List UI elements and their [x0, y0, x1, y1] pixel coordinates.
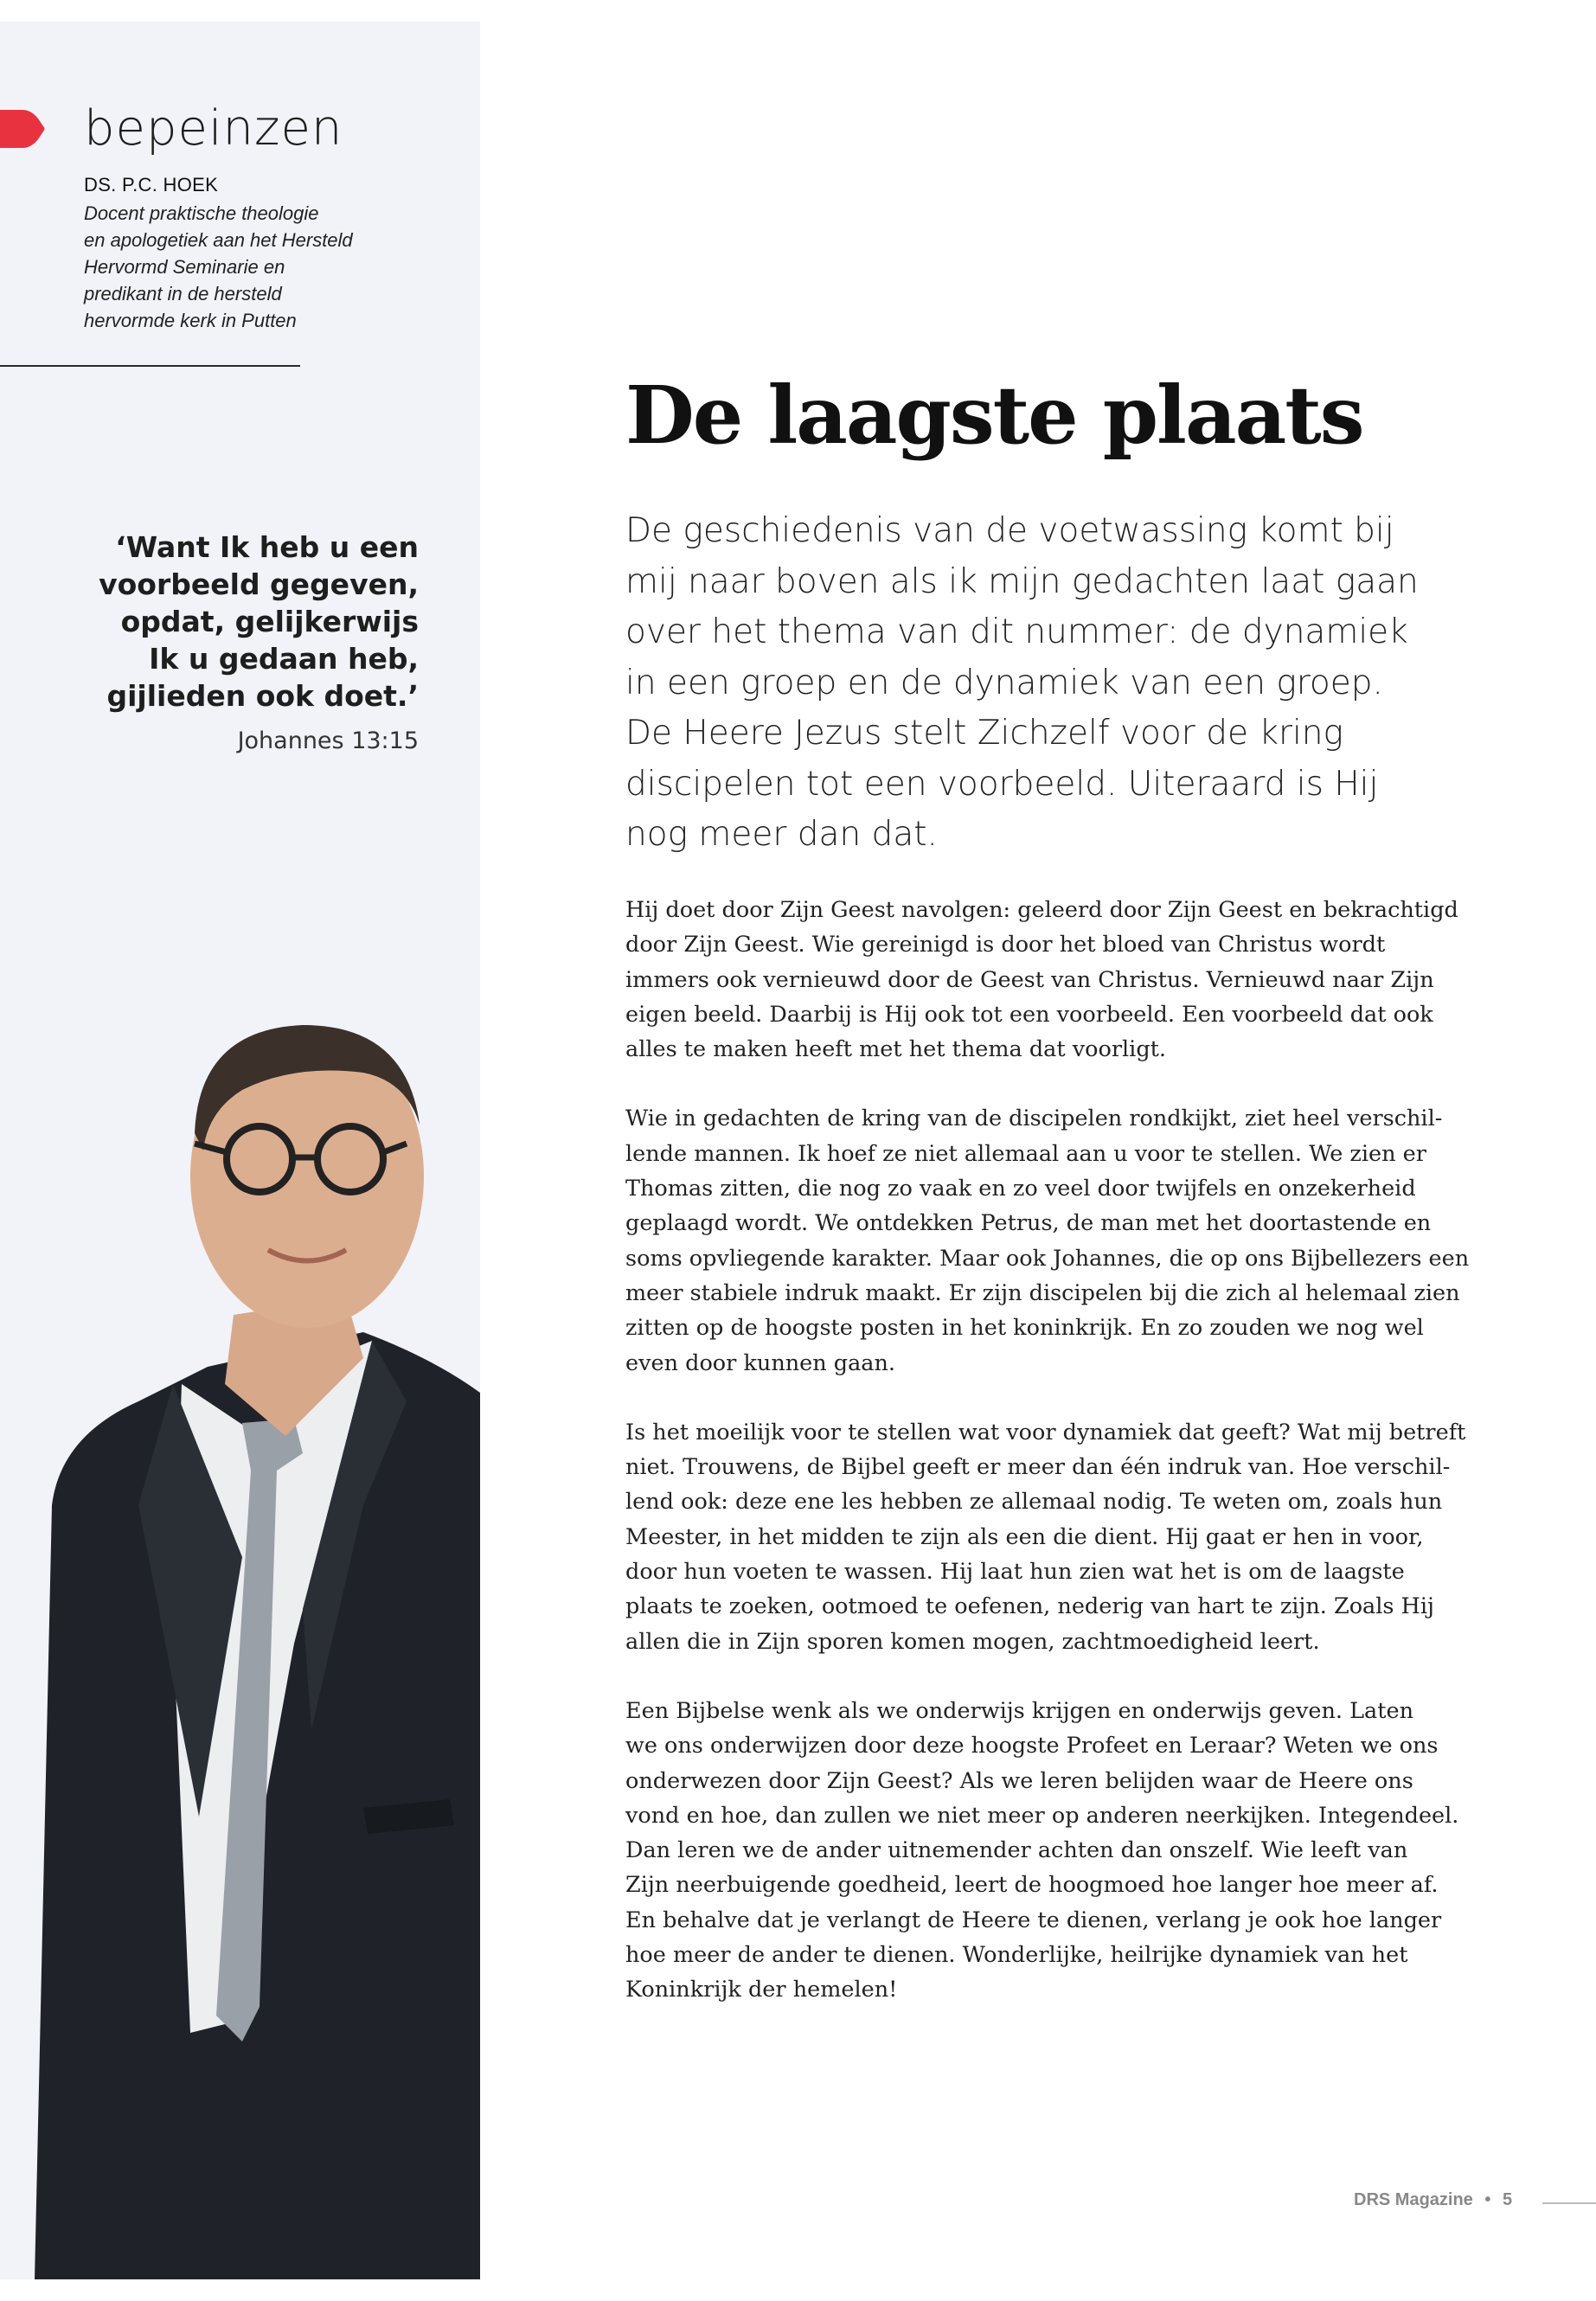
article-body	[625, 893, 1470, 2042]
body-line: meer stabiele indruk maakt. Er zijn discipelen bij die zich al helemaal zien	[625, 1279, 1460, 1306]
body-paragraph	[625, 1694, 1459, 2008]
author-bio-line: hervormde kerk in Putten	[84, 310, 297, 331]
body-line: Koninkrijk der hemelen!	[625, 1977, 898, 2003]
body-line: Thomas zitten, die nog zo vaak en zo veel door twijfels en onzekerheid	[625, 1176, 1416, 1202]
pull-quote-line: ‘Want Ik heb u een	[115, 530, 419, 564]
body-line: even door kunnen gaan.	[625, 1349, 896, 1376]
body-line: plaats te zoeken, ootmoed te oefenen, nederig van hart te zijn. Zoals Hij	[625, 1593, 1434, 1620]
body-line: eigen beeld. Daarbij is Hij ook tot een voorbeeld. Een voorbeeld dat ook	[625, 1001, 1433, 1028]
section-marker-icon	[0, 105, 45, 153]
body-line: hoe meer de ander te dienen. Wonderlijke, heilrijke dynamiek van het	[625, 1942, 1408, 1969]
body-line: Hij doet door Zijn Geest navolgen: geleerd door Zijn Geest en bekrachtigd	[625, 897, 1458, 923]
author-bio-line: predikant in de hersteld	[84, 283, 282, 304]
body-line: Is het moeilijk voor te stellen wat voor dynamiek dat geeft? Wat mij betreft	[625, 1419, 1466, 1445]
body-line: immers ook vernieuwd door de Geest van Christus. Vernieuwd naar Zijn	[625, 966, 1434, 993]
body-paragraph	[625, 893, 1456, 1067]
author-bio-line: Hervormd Seminarie en	[84, 256, 285, 278]
pull-quote-line: voorbeeld gegeven,	[99, 567, 419, 601]
author-bio-line: en apologetiek aan het Hersteld	[84, 229, 353, 251]
body-line: Dan leren we de ander uitnemender achten dan onszelf. Wie leeft van	[625, 1837, 1408, 1864]
author-bio-line: Docent praktische theologie	[84, 202, 319, 224]
body-paragraph	[625, 1415, 1466, 1659]
article-headline: De laagste plaats	[625, 369, 1363, 462]
lead-line: discipelen tot een voorbeeld. Uiteraard is Hij	[625, 764, 1379, 804]
body-line: geplaagd wordt. We ontdekken Petrus, de man met het doortastende en	[625, 1210, 1432, 1237]
lead-line: De Heere Jezus stelt Zichzelf voor de kring	[625, 714, 1343, 753]
lead-line: over het thema van dit nummer: de dynamiek	[625, 612, 1408, 651]
quote-reference: Johannes 13:15	[237, 727, 419, 754]
body-line: Een Bijbelse wenk als we onderwijs krijgen en onderwijs geven. Laten	[625, 1697, 1413, 1724]
footer-divider	[1542, 2202, 1596, 2204]
pull-quote-line: Ik u gedaan heb,	[149, 642, 419, 676]
lead-line: mij naar boven als ik mijn gedachten laat gaan	[625, 561, 1419, 601]
section-label: bepeinzen	[84, 100, 343, 157]
body-line: soms opvliegende karakter. Maar ook Johannes, die op ons Bijbellezers een	[625, 1245, 1470, 1272]
article-lead	[625, 506, 1490, 861]
pull-quote-line: opdat, gelijkerwijs	[120, 605, 419, 638]
body-line: alles te maken heeft met het thema dat voorligt.	[625, 1036, 1166, 1063]
body-line: zitten op de hoogste posten in het koninkrijk. En zo zouden we nog wel	[625, 1315, 1424, 1342]
magazine-name: DRS Magazine	[1354, 2190, 1473, 2209]
author-portrait	[0, 952, 480, 2279]
body-line: door hun voeten te wassen. Hij laat hun zien wat het is om de laagste	[625, 1559, 1405, 1586]
body-line: Meester, in het midden te zijn als een die dient. Hij gaat er hen in voor,	[625, 1523, 1424, 1550]
pull-quote	[87, 529, 419, 715]
lead-line: nog meer dan dat.	[625, 815, 938, 854]
body-line: Zijn neerbuigende goedheid, leert de hoogmoed hoe langer hoe meer af.	[625, 1872, 1439, 1899]
page-number: 5	[1502, 2190, 1513, 2209]
body-line: vond en hoe, dan zullen we niet meer op anderen neerkijken. Integendeel.	[625, 1802, 1459, 1829]
body-line: door Zijn Geest. Wie gereinigd is door het bloed van Christus wordt	[625, 932, 1386, 958]
body-line: lend ook: deze ene les hebben ze allemaal nodig. Te weten om, zoals hun	[625, 1489, 1443, 1516]
body-line: niet. Trouwens, de Bijbel geeft er meer dan één indruk van. Hoe verschil-	[625, 1454, 1451, 1481]
body-line: Wie in gedachten de kring van de discipelen rondkijkt, ziet heel verschil-	[625, 1106, 1443, 1132]
lead-line: De geschiedenis van de voetwassing komt bij	[625, 511, 1394, 550]
author-bio	[84, 200, 413, 334]
footer-separator: •	[1484, 2190, 1491, 2209]
lead-line: in een groep en de dynamiek van een groep.	[625, 663, 1383, 702]
author-divider	[0, 365, 300, 367]
body-line: we ons onderwijzen door deze hoogste Profeet en Leraar? Weten we ons	[625, 1733, 1439, 1759]
body-line: allen die in Zijn sporen komen mogen, zachtmoedigheid leert.	[625, 1628, 1320, 1655]
author-name: DS. P.C. HOEK	[84, 174, 219, 195]
pull-quote-line: gijlieden ook doet.’	[106, 679, 419, 713]
body-paragraph	[625, 1101, 1470, 1380]
body-line: lende mannen. Ik hoef ze niet allemaal aan u voor te stellen. We zien er	[625, 1140, 1426, 1167]
body-line: En behalve dat je verlangt de Heere te dienen, verlang je ook hoe langer	[625, 1907, 1442, 1933]
body-line: onderwezen door Zijn Geest? Als we leren belijden waar de Heere ons	[625, 1767, 1413, 1794]
page-footer	[1354, 2190, 1512, 2210]
